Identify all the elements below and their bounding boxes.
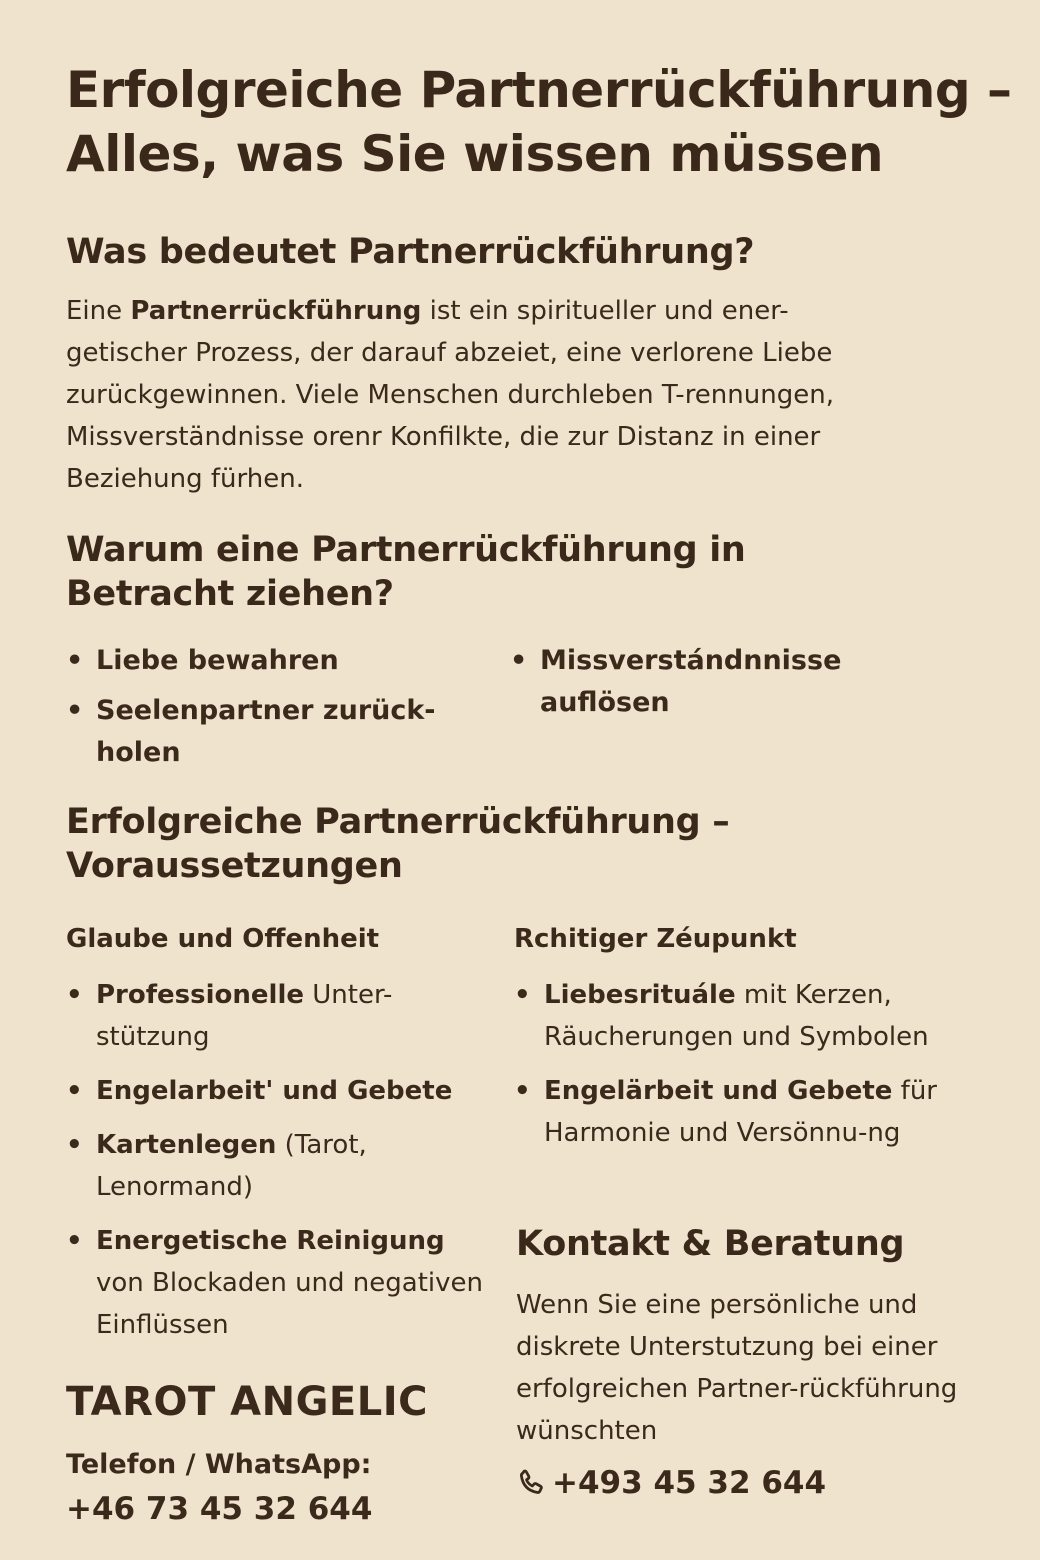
contact-text: Wenn Sie eine persönliche und diskrete Unterstutzung bei einer erfolgreichen Partner-rückführung wünschten (516, 1290, 958, 1446)
list-item (514, 974, 1004, 1058)
list-item-text: für Harmonie und Versönnu-ng (544, 1076, 937, 1148)
intro-text-rest: ist ein spiritueller und ener-getischer Prozess, der darauf abzeiet, eine verlorene Liebe zurückgewinnen. Viele Menschen durchleben T-rennungen, Missverständnisse orenr Konfilkte, die zur Distanz in einer Beziehung fürhen. (66, 296, 834, 494)
list-item: • Liebe bewahren (66, 640, 446, 682)
contact-phone-row[interactable] (516, 1462, 826, 1504)
list-item: • Missverstándnnisse auflösen (510, 640, 870, 724)
list-item (514, 1070, 1004, 1154)
brand-phone-number[interactable]: +46 73 45 32 644 (66, 1491, 373, 1527)
list-item: • Seelenpartner zurück-holen (66, 690, 446, 774)
why-list-right (510, 640, 870, 724)
section-heading-meaning: Was bedeutet Partnerrückführung? (66, 232, 755, 272)
list-item-text: (Tarot, Lenormand) (96, 1130, 367, 1202)
list-item-bold: Engelärbeit und Gebete (544, 1076, 893, 1106)
list-item-text: von Blockaden und negativen Einflüssen (96, 1268, 483, 1340)
page-title: Erfolgreiche Partnerrückführung – Alles, was Sie wissen müssen (66, 61, 1012, 183)
list-item-bold: Professionelle (96, 980, 305, 1010)
section-heading-why: Warum eine Partnerrückführung in Betracht ziehen? (66, 530, 746, 614)
list-item-bold: Liebesrituále (544, 980, 736, 1010)
list-item-bold: Kartenlegen (96, 1130, 277, 1160)
list-item-bold: Engelarbeit' und Gebete (96, 1076, 453, 1106)
phone-icon (516, 1468, 546, 1498)
list-item-bold: Energetische Reinigung (96, 1226, 445, 1256)
why-list-left (66, 640, 446, 774)
list-item-text: mit Kerzen, Räucherungen und Symbolen (544, 980, 929, 1052)
list-item (66, 974, 486, 1058)
list-item (66, 1220, 486, 1346)
list-item (66, 1070, 486, 1112)
brand-phone-label: Telefon / WhatsApp: (66, 1449, 372, 1480)
brand-name: TAROT ANGELIC (66, 1379, 428, 1425)
requirements-left-column (66, 922, 486, 1358)
list-item-text: Unter-stützung (96, 980, 393, 1052)
subheading-faith: Glaube und Offenheit (66, 924, 380, 954)
intro-text-start: Eine (66, 296, 131, 326)
subheading-timing: Rchitiger Zéupunkt (514, 924, 797, 954)
requirements-list-right (514, 974, 1004, 1154)
section-text-meaning (66, 290, 896, 500)
section-heading-requirements: Erfolgreiche Partnerrückführung – Voraussetzungen (66, 802, 730, 886)
contact-heading: Kontakt & Beratung (516, 1224, 905, 1264)
intro-text-bold: Partnerrückführung (130, 296, 422, 326)
contact-phone-number[interactable]: +493 45 32 644 (552, 1465, 827, 1501)
list-item (66, 1124, 486, 1208)
requirements-list-left (66, 974, 486, 1346)
requirements-right-column (514, 922, 1004, 1166)
